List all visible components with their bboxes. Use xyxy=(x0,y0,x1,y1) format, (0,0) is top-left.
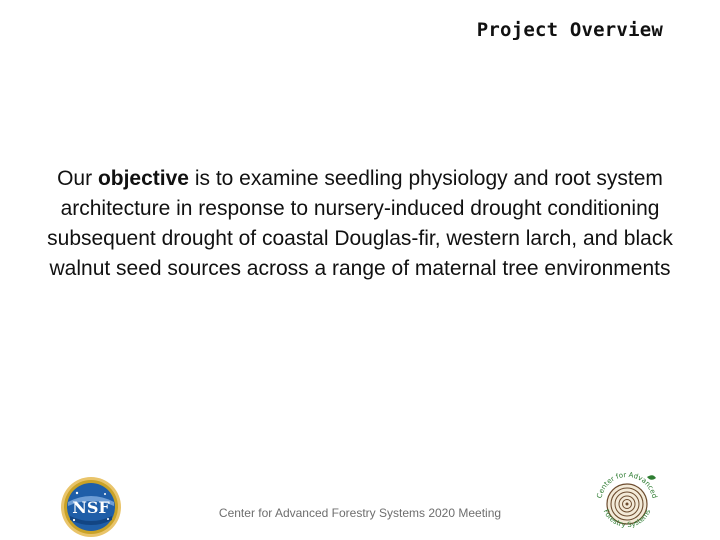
cafs-logo-text-bottom: Forestry Systems xyxy=(601,508,653,530)
cafs-logo-text-top: Center for Advanced xyxy=(595,470,659,500)
objective-lead: Our xyxy=(57,167,98,190)
slide-title: Project Overview xyxy=(476,19,663,41)
objective-text xyxy=(40,164,680,284)
footer-text: Center for Advanced Forestry Systems 2020 Meeting xyxy=(218,506,502,520)
nsf-logo-text: NSF xyxy=(72,498,110,517)
tree-rings-logo-icon xyxy=(590,465,664,539)
objective-keyword: objective xyxy=(97,167,189,190)
objective-rest: is to examine seedling physiology and root system architecture in response to nursery-induced drought conditioning subsequent drought of coastal Douglas-fir, western larch, and black walnut seed sources across a range of maternal tree environments xyxy=(47,167,673,280)
nsf-logo-icon xyxy=(60,476,122,538)
